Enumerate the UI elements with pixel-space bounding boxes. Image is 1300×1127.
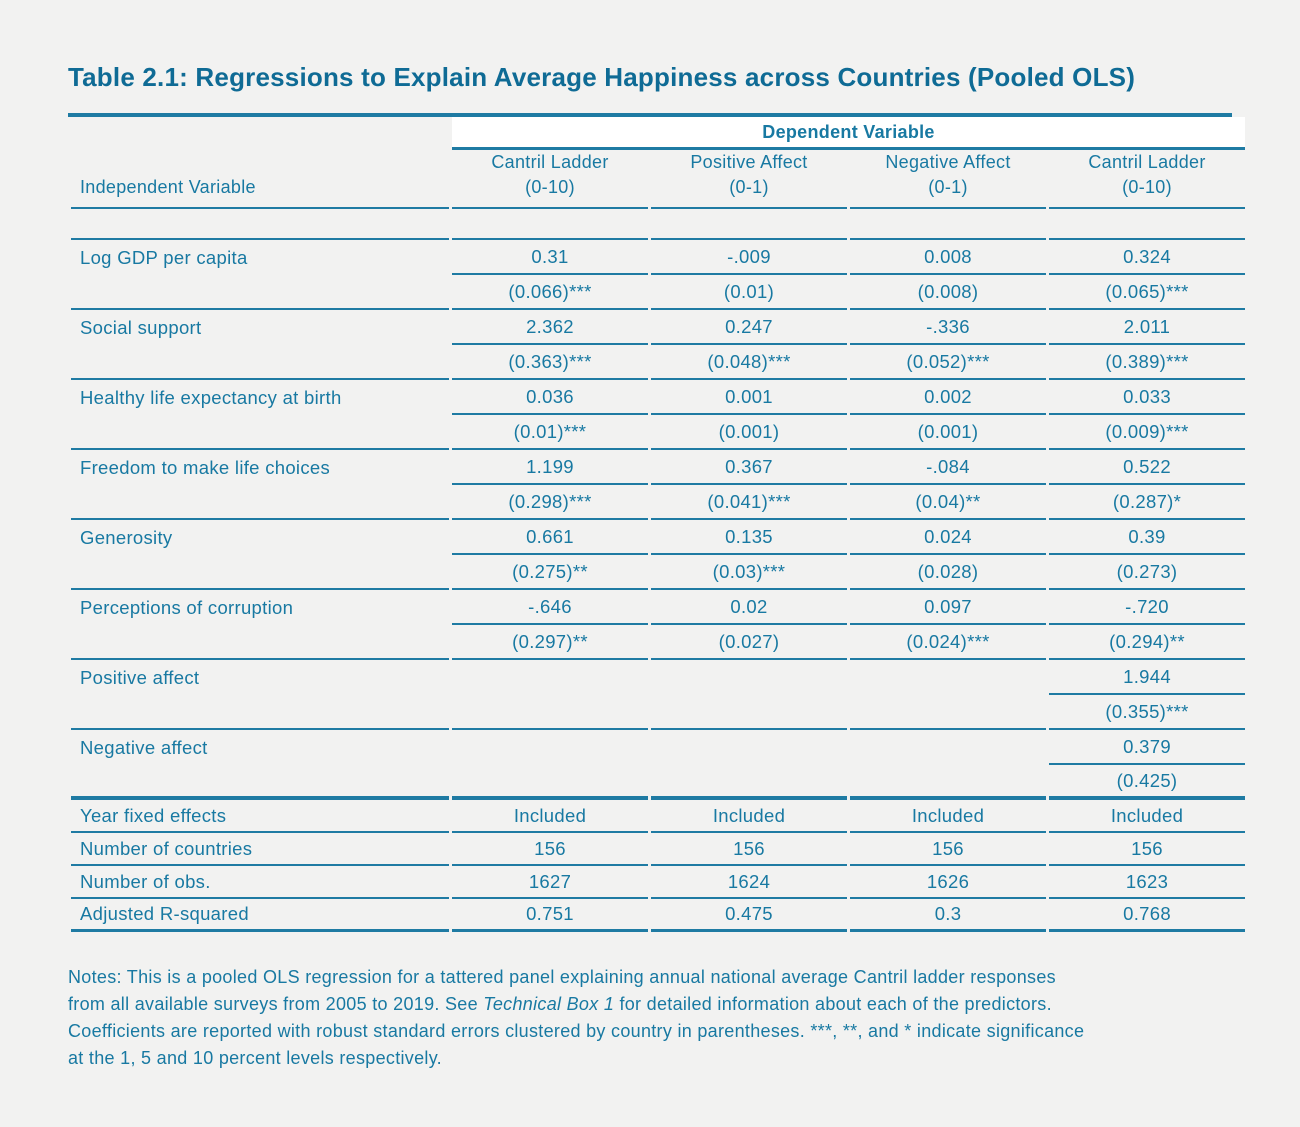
se-cell: (0.425) xyxy=(1049,765,1245,800)
se-cell: (0.024)*** xyxy=(850,625,1046,660)
se-cell: (0.048)*** xyxy=(651,345,847,380)
summary-value: 1623 xyxy=(1049,866,1245,899)
coef-cell: 0.247 xyxy=(651,310,847,345)
column-header-label: Negative Affect xyxy=(885,152,1011,172)
se-cell: (0.275)** xyxy=(452,555,648,590)
se-cell: (0.03)*** xyxy=(651,555,847,590)
summary-value: Included xyxy=(1049,800,1245,833)
group-header-row xyxy=(71,117,1245,150)
row-label: Positive affect xyxy=(71,660,449,730)
independent-variable-label: Independent Variable xyxy=(71,150,449,209)
notes-text-1: Notes: This is a pooled OLS regression for a tattered panel explaining annual national average Cantril ladder responses from all available surveys from 2005 to 2019. See xyxy=(68,967,1056,1014)
summary-row xyxy=(71,899,1245,932)
summary-value: 0.768 xyxy=(1049,899,1245,932)
summary-value: 156 xyxy=(651,833,847,866)
column-header-label: Cantril Ladder xyxy=(1088,152,1206,172)
coef-cell: 0.097 xyxy=(850,590,1046,625)
summary-value: 1624 xyxy=(651,866,847,899)
coef-cell: 0.324 xyxy=(1049,240,1245,275)
column-header-positive-affect xyxy=(651,150,847,209)
summary-value: 156 xyxy=(850,833,1046,866)
coef-cell: 0.024 xyxy=(850,520,1046,555)
summary-label: Year fixed effects xyxy=(71,800,449,833)
row-label: Healthy life expectancy at birth xyxy=(71,380,449,450)
summary-label: Number of obs. xyxy=(71,866,449,899)
variable-coefficient-row xyxy=(71,380,1245,415)
coef-cell: -.009 xyxy=(651,240,847,275)
se-cell: (0.041)*** xyxy=(651,485,847,520)
coef-cell: 1.944 xyxy=(1049,660,1245,695)
se-cell: (0.001) xyxy=(850,415,1046,450)
coef-cell xyxy=(651,660,847,695)
coef-cell: -.336 xyxy=(850,310,1046,345)
coef-cell: -.720 xyxy=(1049,590,1245,625)
se-cell: (0.04)** xyxy=(850,485,1046,520)
row-label: Social support xyxy=(71,310,449,380)
se-cell: (0.298)*** xyxy=(452,485,648,520)
summary-value: 156 xyxy=(1049,833,1245,866)
se-cell xyxy=(651,695,847,730)
notes-italic-reference: Technical Box 1 xyxy=(483,994,615,1014)
summary-value: 156 xyxy=(452,833,648,866)
column-header-label: Cantril Ladder xyxy=(491,152,609,172)
coef-cell: 0.036 xyxy=(452,380,648,415)
coef-cell xyxy=(452,730,648,765)
column-header-range: (0-1) xyxy=(928,177,968,197)
column-header-range: (0-1) xyxy=(729,177,769,197)
row-label: Perceptions of corruption xyxy=(71,590,449,660)
row-label: Log GDP per capita xyxy=(71,240,449,310)
spacer-cell xyxy=(452,209,648,240)
coef-cell: 0.008 xyxy=(850,240,1046,275)
column-header-cantril-ladder-1 xyxy=(452,150,648,209)
spacer-cell xyxy=(1049,209,1245,240)
dependent-variable-header: Dependent Variable xyxy=(452,117,1245,150)
coef-cell: 0.001 xyxy=(651,380,847,415)
summary-label: Adjusted R-squared xyxy=(71,899,449,932)
coef-cell: 0.02 xyxy=(651,590,847,625)
coef-cell: 0.661 xyxy=(452,520,648,555)
coef-cell: 0.033 xyxy=(1049,380,1245,415)
variable-coefficient-row xyxy=(71,590,1245,625)
coef-cell xyxy=(651,730,847,765)
se-cell: (0.297)** xyxy=(452,625,648,660)
table-notes xyxy=(68,964,1093,1072)
coef-cell xyxy=(850,660,1046,695)
se-cell: (0.355)*** xyxy=(1049,695,1245,730)
regression-table xyxy=(68,117,1248,932)
summary-label: Number of countries xyxy=(71,833,449,866)
coef-cell: 0.367 xyxy=(651,450,847,485)
se-cell: (0.01) xyxy=(651,275,847,310)
coef-cell: 0.39 xyxy=(1049,520,1245,555)
spacer-row xyxy=(71,209,1245,240)
coef-cell: 0.002 xyxy=(850,380,1046,415)
se-cell xyxy=(651,765,847,800)
se-cell: (0.287)* xyxy=(1049,485,1245,520)
column-header-negative-affect xyxy=(850,150,1046,209)
summary-value: 1626 xyxy=(850,866,1046,899)
se-cell xyxy=(850,765,1046,800)
notes-text-2: for detailed information about each of the predictors. Coefficients are reported with robust standard errors clustered by country in parentheses. ***, **, and * indicate significance at the 1, 5 and 10 percent levels respectively. xyxy=(68,994,1085,1068)
summary-row xyxy=(71,833,1245,866)
se-cell: (0.01)*** xyxy=(452,415,648,450)
coef-cell: 0.31 xyxy=(452,240,648,275)
se-cell: (0.294)** xyxy=(1049,625,1245,660)
column-header-range: (0-10) xyxy=(525,177,575,197)
column-header-row xyxy=(71,150,1245,209)
variable-coefficient-row xyxy=(71,310,1245,345)
coef-cell: 0.379 xyxy=(1049,730,1245,765)
variable-coefficient-row xyxy=(71,520,1245,555)
se-cell: (0.273) xyxy=(1049,555,1245,590)
summary-value: 0.475 xyxy=(651,899,847,932)
summary-value: Included xyxy=(651,800,847,833)
summary-value: Included xyxy=(850,800,1046,833)
coef-cell: -.646 xyxy=(452,590,648,625)
se-cell: (0.027) xyxy=(651,625,847,660)
coef-cell: 1.199 xyxy=(452,450,648,485)
column-header-label: Positive Affect xyxy=(690,152,808,172)
summary-row xyxy=(71,866,1245,899)
row-label: Freedom to make life choices xyxy=(71,450,449,520)
variable-coefficient-row xyxy=(71,450,1245,485)
se-cell xyxy=(452,765,648,800)
summary-row xyxy=(71,800,1245,833)
column-header-cantril-ladder-2 xyxy=(1049,150,1245,209)
row-label: Generosity xyxy=(71,520,449,590)
variable-coefficient-row xyxy=(71,240,1245,275)
coef-cell: 0.522 xyxy=(1049,450,1245,485)
coef-cell: 0.135 xyxy=(651,520,847,555)
row-label: Negative affect xyxy=(71,730,449,800)
coef-cell xyxy=(452,660,648,695)
se-cell xyxy=(452,695,648,730)
spacer-cell xyxy=(651,209,847,240)
coef-cell: 2.362 xyxy=(452,310,648,345)
coef-cell: -.084 xyxy=(850,450,1046,485)
se-cell: (0.363)*** xyxy=(452,345,648,380)
se-cell: (0.009)*** xyxy=(1049,415,1245,450)
spacer-cell xyxy=(71,209,449,240)
summary-value: Included xyxy=(452,800,648,833)
variable-coefficient-row xyxy=(71,660,1245,695)
summary-value: 0.3 xyxy=(850,899,1046,932)
se-cell: (0.052)*** xyxy=(850,345,1046,380)
table-title: Table 2.1: Regressions to Explain Average Happiness across Countries (Pooled OLS) xyxy=(68,62,1136,92)
table-body xyxy=(71,240,1245,932)
se-cell: (0.066)*** xyxy=(452,275,648,310)
summary-value: 1627 xyxy=(452,866,648,899)
variable-coefficient-row xyxy=(71,730,1245,765)
spacer-cell xyxy=(850,209,1046,240)
coef-cell xyxy=(850,730,1046,765)
se-cell: (0.389)*** xyxy=(1049,345,1245,380)
se-cell: (0.008) xyxy=(850,275,1046,310)
se-cell xyxy=(850,695,1046,730)
se-cell: (0.028) xyxy=(850,555,1046,590)
corner-cell xyxy=(71,117,449,150)
summary-value: 0.751 xyxy=(452,899,648,932)
se-cell: (0.065)*** xyxy=(1049,275,1245,310)
se-cell: (0.001) xyxy=(651,415,847,450)
coef-cell: 2.011 xyxy=(1049,310,1245,345)
column-header-range: (0-10) xyxy=(1122,177,1172,197)
